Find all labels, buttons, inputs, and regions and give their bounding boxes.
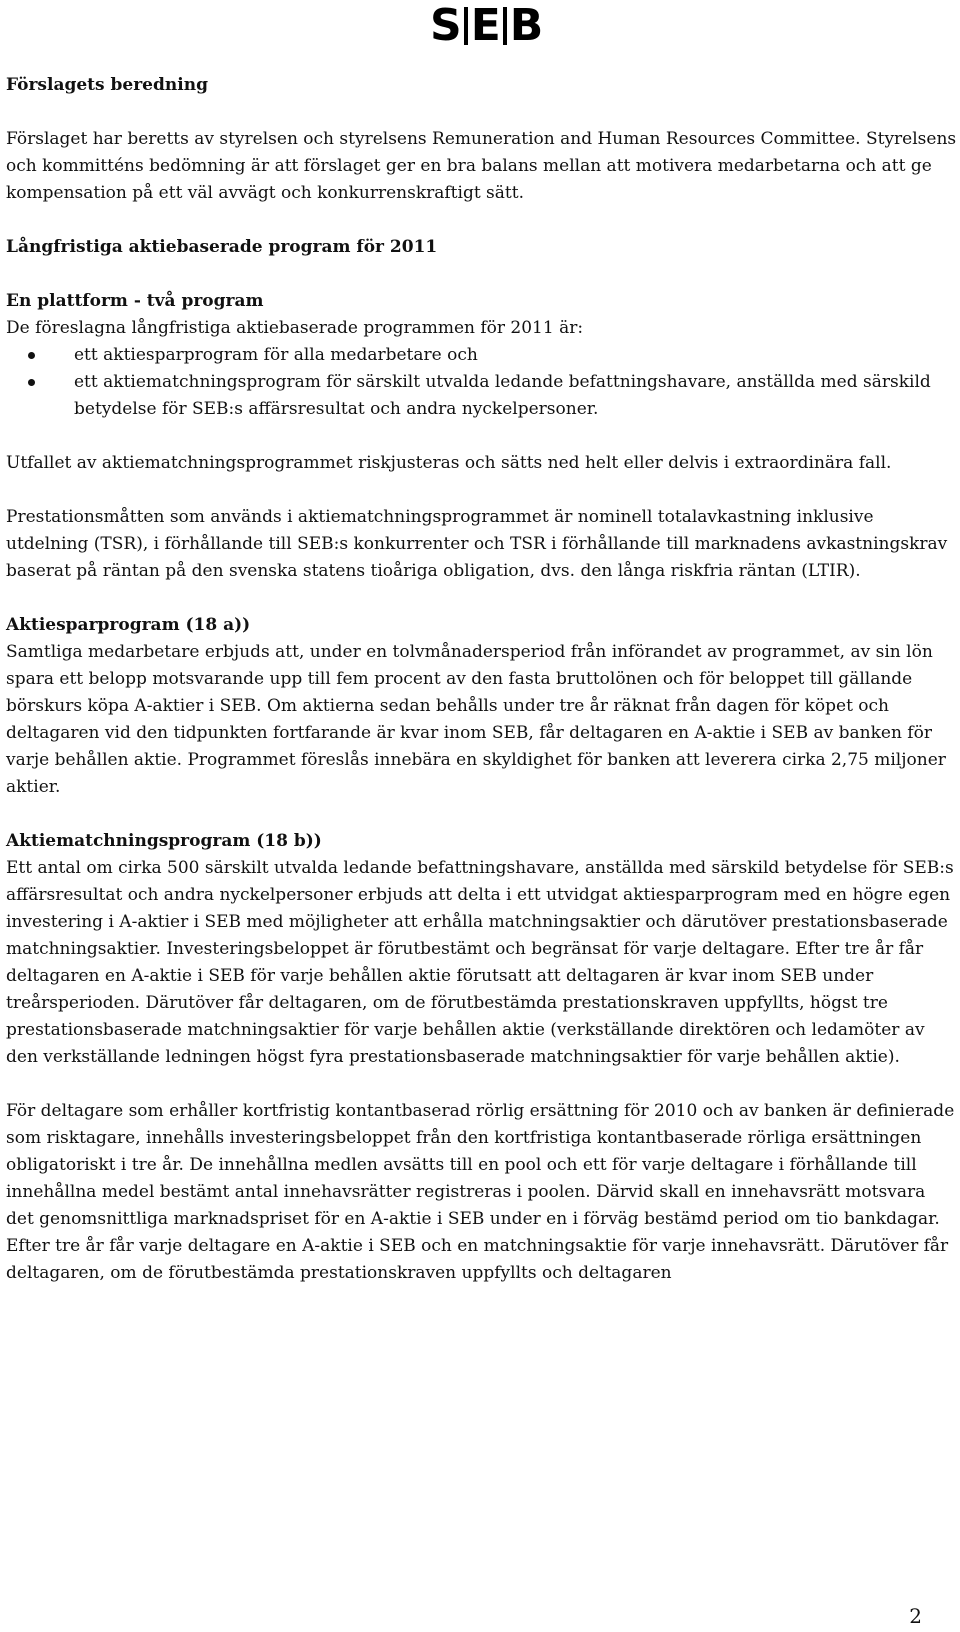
page-number: 2 xyxy=(909,1604,922,1628)
heading-langfristiga-program: Långfristiga aktiebaserade program för 2011 xyxy=(6,237,438,257)
logo-divider xyxy=(503,7,507,45)
paragraph-utfallet: Utfallet av aktiematchningsprogrammet riskjusteras och sätts ned helt eller delvis i extraordinära fall. xyxy=(6,453,892,473)
paragraph-matchning-1: Ett antal om cirka 500 särskilt utvalda ledande befattningshavare, anställda med särskild betydelse för SEB:s affärsresultat och andra nyckelpersoner erbjuds att delta i ett utvidgat aktiesparprogram med en högre egen investering i A-aktier i SEB med möjligheter att erhålla matchningsaktier och därutöver prestationsbaserade matchningsaktier. Investeringsbeloppet är förutbestämt och begränsat för varje deltagare. Efter tre år får deltagaren en A-aktie i SEB för varje behållen aktie förutsatt att deltagaren är kvar inom SEB under treårsperioden. Därutöver får deltagaren, om de förutbestämda prestationskraven uppfyllts, högst tre prestationsbaserade matchningsaktier för varje behållen aktie (verkställande direktören och ledamöter av den verkställande ledningen högst fyra prestationsbaserade matchningsaktier för varje behållen aktie). xyxy=(6,858,954,1067)
logo-letter-e: E xyxy=(470,0,500,51)
paragraph-matchning-2: För deltagare som erhåller kortfristig kontantbaserad rörlig ersättning för 2010 och av banken är definierade som risktagare, innehålls investeringsbeloppet från den kortfristiga kontantbaserade rörliga ersättningen obligatoriskt i tre år. De innehållna medlen avsätts till en pool och ett för varje deltagare i förhållande till innehållna medel bestämt antal innehavsrätter registreras i poolen. Därvid skall en innehavsrätt motsvara det genomsnittliga marknadspriset för en A-aktie i SEB under en i förväg bestämd period om tio bankdagar. Efter tre år får varje deltagare en A-aktie i SEB och en matchningsaktie för varje innehavsrätt. Därutöver får deltagaren, om de förutbestämda prestationskraven uppfyllts och deltagaren xyxy=(6,1101,955,1283)
list-item: ett aktiesparprogram för alla medarbetare och xyxy=(6,342,958,369)
paragraph-plattform-intro: De föreslagna långfristiga aktiebaserade programmen för 2011 är: xyxy=(6,318,584,338)
heading-forslagets-beredning: Förslagets beredning xyxy=(6,75,208,95)
paragraph-prestationsmatten: Prestationsmåtten som används i aktiematchningsprogrammet är nominell totalavkastning inklusive utdelning (TSR), i förhållande till SEB:s konkurrenter och TSR i förhållande till marknadens avkastningskrav baserat på räntan på den svenska statens tioåriga obligation, dvs. den långa riskfria räntan (LTIR). xyxy=(6,507,948,581)
paragraph-forslag: Förslaget har beretts av styrelsen och styrelsens Remuneration and Human Resources Committee. Styrelsens och kommitténs bedömning är att förslaget ger en bra balans mellan att motivera medarbetarna och att ge kompensation på ett väl avvägt och konkurrenskraftigt sätt. xyxy=(6,129,957,203)
seb-logo xyxy=(430,0,543,51)
program-list xyxy=(6,342,958,423)
document-body xyxy=(6,72,958,1287)
heading-aktiematchningsprogram: Aktiematchningsprogram (18 b)) xyxy=(6,831,322,851)
list-item: ett aktiematchningsprogram för särskilt utvalda ledande befattningshavare, anställda med särskild betydelse för SEB:s affärsresultat och andra nyckelpersoner. xyxy=(6,369,958,423)
logo-letter-s: S xyxy=(430,0,461,51)
heading-en-plattform: En plattform - två program xyxy=(6,291,264,311)
logo-divider xyxy=(464,7,468,45)
paragraph-aktiesparprogram: Samtliga medarbetare erbjuds att, under en tolvmånadersperiod från införandet av programmet, av sin lön spara ett belopp motsvarande upp till fem procent av den fasta bruttolönen och för beloppet till gällande börskurs köpa A-aktier i SEB. Om aktierna sedan behålls under tre år räknat från dagen för köpet och deltagaren vid den tidpunkten fortfarande är kvar inom SEB, får deltagaren en A-aktie i SEB av banken för varje behållen aktie. Programmet föreslås innebära en skyldighet för banken att leverera cirka 2,75 miljoner aktier. xyxy=(6,642,946,797)
logo-letter-b: B xyxy=(509,0,543,51)
heading-aktiesparprogram: Aktiesparprogram (18 a)) xyxy=(6,615,251,635)
